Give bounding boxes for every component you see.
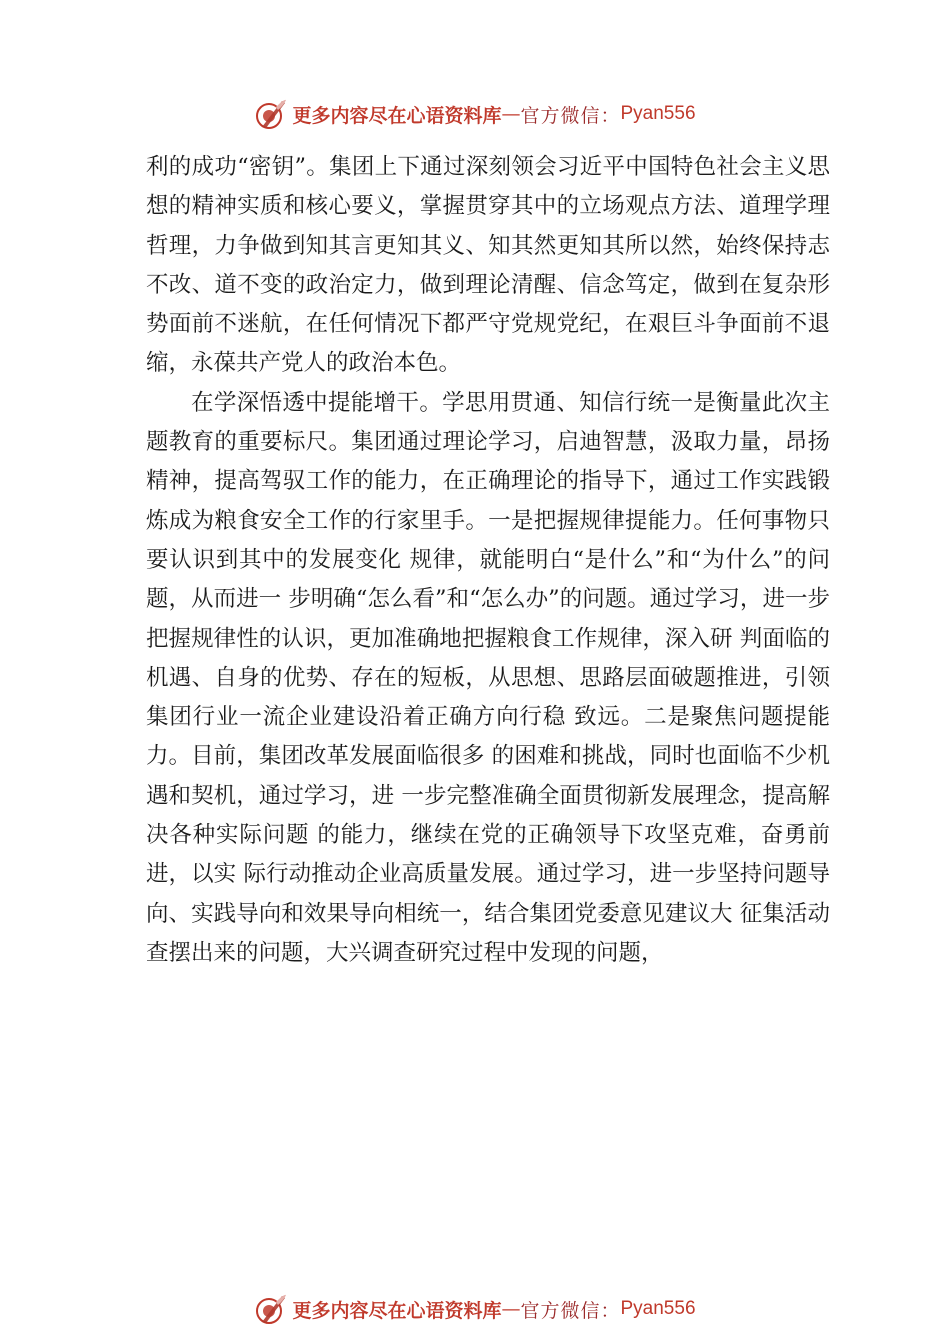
banner-wechat-label: 官方微信： <box>520 104 621 127</box>
banner-wechat-label: 官方微信： <box>520 1299 621 1322</box>
quill-seal-logo-icon <box>254 1292 288 1326</box>
document-body <box>146 148 830 973</box>
body-paragraph-2: 在学深悟透中提能增干。学思用贯通、知信行统一是衡量此次主题教育的重要标尺。集团通过理论学习，启迪智慧，汲取力量，昂扬精神，提高驾驭工作的能力，在正确理论的指导下，通过工作实践锻炼成为粮食安全工作的行家里手。一是把握规律提能力。任何事物只要认识到其中的发展变化 规律，就能明白“是什么”和“为什么”的问题，从而进一 步明确“怎么看”和“怎么办”的问题。通过学习，进一步 把握规律性的认识，更加准确地把握粮食工作规律，深入研 判面临的机遇、自身的优势、存在的短板，从思想、思路层面破题推进，引领集团行业一流企业建设沿着正确方向行稳 致远。二是聚焦问题提能力。目前，集团改革发展面临很多 的困难和挑战，同时也面临不少机遇和契机，通过学习，进 一步完整准确全面贯彻新发展理念，提高解决各种实际问题 的能力，继续在党的正确领导下攻坚克难，奋勇前进，以实 际行动推动企业高质量发展。通过学习，进一步坚持问题导 向、实践导向和效果导向相统一，结合集团党委意见建议大 征集活动查摆出来的问题，大兴调查研究过程中发现的问题， <box>146 389 830 966</box>
banner-separator: — <box>501 1298 521 1320</box>
banner-wechat-id: Pyan556 <box>620 1298 696 1319</box>
banner-brand-text: 更多内容尽在心语资料库 <box>292 1299 502 1322</box>
banner-brand-text: 更多内容尽在心语资料库 <box>292 104 502 127</box>
banner-wechat-id: Pyan556 <box>620 103 696 124</box>
body-paragraph-1: 利的成功“密钥”。集团上下通过深刻领会习近平中国特色社会主义思想的精神实质和核心要义，掌握贯穿其中的立场观点方法、道理学理哲理，力争做到知其言更知其义、知其然更知其所以然，始终保持志不改、道不变的政治定力，做到理论清醒、信念笃定，做到在复杂形势面前不迷航，在任何情况下都严守党规党纪，在艰巨斗争面前不退缩，永葆共产党人的政治本色。 <box>146 154 830 377</box>
footer-banner <box>0 1289 950 1329</box>
header-banner <box>0 94 950 134</box>
banner-separator: — <box>501 103 521 125</box>
quill-seal-logo-icon <box>254 97 288 131</box>
